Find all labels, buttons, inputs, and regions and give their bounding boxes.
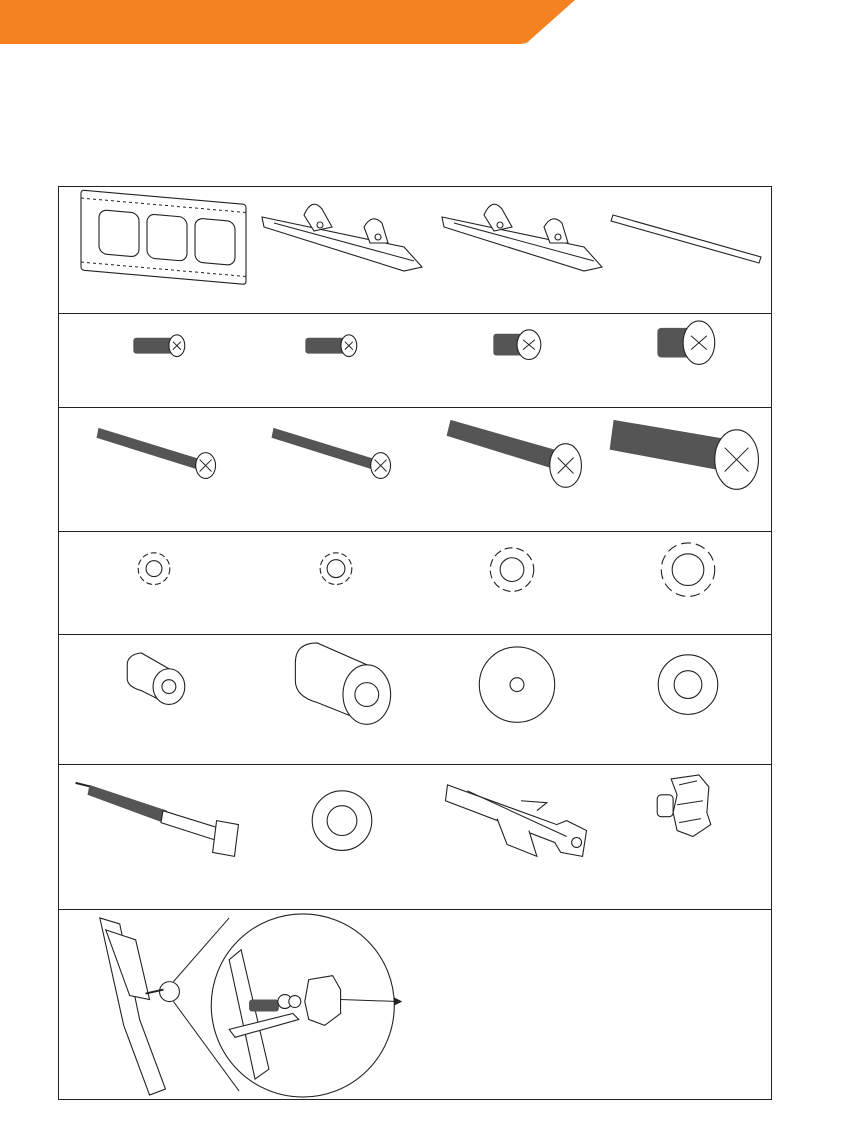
wall-anchor-icon [437,765,597,909]
row-spacers-washers [59,634,771,764]
parts-grid [58,186,772,1100]
assembly-detail-icon [79,910,439,1101]
screw-long-icon [444,408,589,531]
screw-long-icon [269,408,399,531]
row-anchors [59,764,771,909]
lag-bolt-icon [71,765,246,909]
lock-washer-icon [129,532,179,634]
header-banner [0,0,580,44]
row-short-screws [59,313,771,407]
screw-short-icon [129,314,199,407]
row-brackets [59,187,771,313]
row-lock-washers [59,531,771,634]
washer-icon [472,635,562,764]
screw-short-icon [301,314,371,407]
mounting-arm-icon [434,187,609,313]
wall-plate-icon [69,187,244,313]
spacer-icon [119,635,199,764]
washer-icon [653,635,723,764]
row-long-screws [59,407,771,531]
screw-long-icon [94,408,224,531]
spacer-icon [287,635,397,764]
lock-washer-icon [311,532,361,634]
mounting-arm-icon [254,187,429,313]
knob-icon [649,765,729,909]
row-detail [59,909,771,1101]
screw-short-icon [653,314,733,407]
screw-long-icon [607,408,767,531]
screw-short-icon [489,314,559,407]
rod-icon [609,187,769,313]
lock-washer-icon [653,532,723,634]
lock-washer-icon [482,532,542,634]
washer-icon [307,765,377,909]
